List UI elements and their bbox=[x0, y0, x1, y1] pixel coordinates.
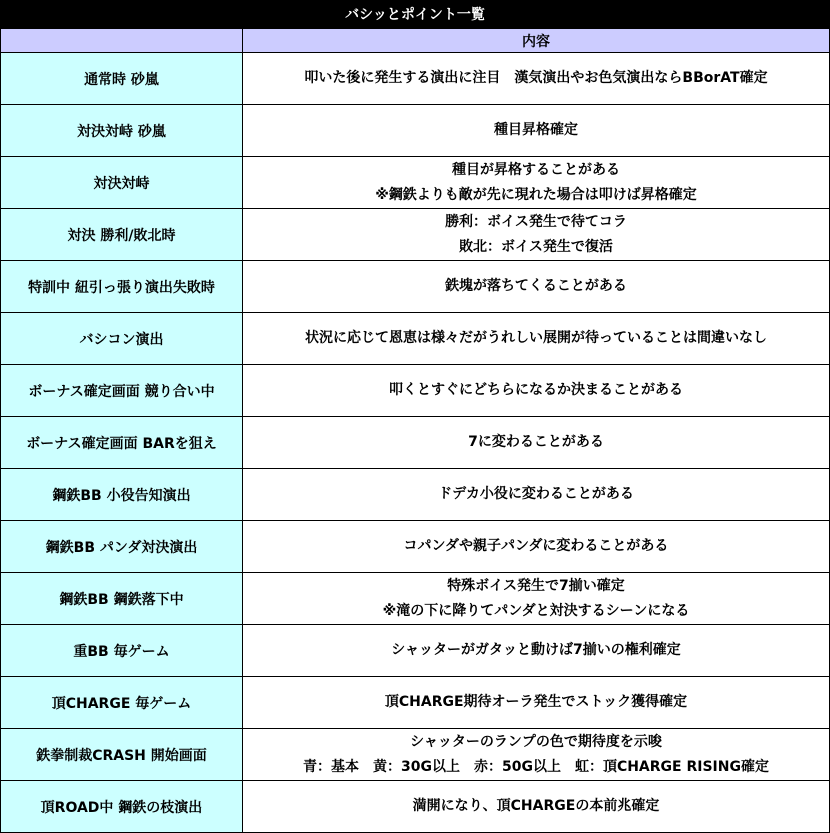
row-label: 重BB 毎ゲーム bbox=[0, 625, 243, 677]
row-label: ボーナス確定画面 BARを狙え bbox=[0, 417, 243, 469]
row-content bbox=[243, 521, 830, 573]
header-label-cell bbox=[0, 28, 243, 53]
row-label: 通常時 砂嵐 bbox=[0, 53, 243, 105]
table-row bbox=[0, 157, 830, 209]
row-content bbox=[243, 209, 830, 261]
header-row bbox=[0, 28, 830, 53]
content-line: ※滝の下に降りてパンダと対決するシーンになる bbox=[382, 602, 690, 619]
row-content bbox=[243, 157, 830, 209]
table-row bbox=[0, 417, 830, 469]
table-row bbox=[0, 573, 830, 625]
table-row bbox=[0, 781, 830, 833]
row-label: 対決対峙 砂嵐 bbox=[0, 105, 243, 157]
content-line: シャッターのランプの色で期待度を示唆 bbox=[410, 733, 662, 750]
content-line: 叩くとすぐにどちらになるか決まることがある bbox=[389, 382, 683, 398]
table-row bbox=[0, 313, 830, 365]
row-label: 頂CHARGE 毎ゲーム bbox=[0, 677, 243, 729]
header-content-cell: 内容 bbox=[243, 28, 830, 53]
row-label: 鋼鉄BB パンダ対決演出 bbox=[0, 521, 243, 573]
table-row bbox=[0, 261, 830, 313]
table-row bbox=[0, 53, 830, 105]
row-label: 対決対峙 bbox=[0, 157, 243, 209]
row-content bbox=[243, 729, 830, 781]
row-content bbox=[243, 105, 830, 157]
table-row bbox=[0, 469, 830, 521]
content-line: シャッターがガタッと動けば7揃いの権利確定 bbox=[391, 642, 681, 658]
row-label: 鋼鉄BB 小役告知演出 bbox=[0, 469, 243, 521]
row-label: ボーナス確定画面 競り合い中 bbox=[0, 365, 243, 417]
content-line: ドデカ小役に変わることがある bbox=[438, 486, 634, 502]
row-label: 頂ROAD中 鋼鉄の枝演出 bbox=[0, 781, 243, 833]
row-content bbox=[243, 261, 830, 313]
row-content bbox=[243, 677, 830, 729]
content-line: 鉄塊が落ちてくることがある bbox=[445, 278, 627, 294]
row-label: 鉄拳制裁CRASH 開始画面 bbox=[0, 729, 243, 781]
row-content bbox=[243, 313, 830, 365]
row-content bbox=[243, 417, 830, 469]
row-label: 特訓中 紐引っ張り演出失敗時 bbox=[0, 261, 243, 313]
table-title: バシッとポイント一覧 bbox=[0, 0, 830, 28]
table-row bbox=[0, 365, 830, 417]
content-line: 敗北：ボイス発生で復活 bbox=[459, 238, 613, 255]
row-content bbox=[243, 625, 830, 677]
table-body bbox=[0, 53, 830, 833]
content-line: ※鋼鉄よりも敵が先に現れた場合は叩けば昇格確定 bbox=[375, 186, 697, 203]
table-row bbox=[0, 677, 830, 729]
row-content bbox=[243, 573, 830, 625]
row-label: 鋼鉄BB 鋼鉄落下中 bbox=[0, 573, 243, 625]
table-row bbox=[0, 729, 830, 781]
content-line: 満開になり、頂CHARGEの本前兆確定 bbox=[412, 798, 660, 814]
row-content bbox=[243, 469, 830, 521]
content-line: 頂CHARGE期待オーラ発生でストック獲得確定 bbox=[384, 694, 688, 710]
row-content bbox=[243, 781, 830, 833]
table-row bbox=[0, 521, 830, 573]
content-line: 青：基本 黄：30G以上 赤：50G以上 虹：頂CHARGE RISING確定 bbox=[303, 758, 769, 775]
row-content bbox=[243, 365, 830, 417]
content-line: 状況に応じて恩恵は様々だがうれしい展開が待っていることは間違いなし bbox=[305, 330, 767, 346]
table-row bbox=[0, 105, 830, 157]
table-row bbox=[0, 209, 830, 261]
table-row bbox=[0, 625, 830, 677]
row-label: バシコン演出 bbox=[0, 313, 243, 365]
content-line: 7に変わることがある bbox=[468, 434, 604, 450]
row-content bbox=[243, 53, 830, 105]
content-line: 勝利：ボイス発生で待てコラ bbox=[445, 213, 627, 230]
content-line: 種目昇格確定 bbox=[494, 122, 578, 138]
row-label: 対決 勝利/敗北時 bbox=[0, 209, 243, 261]
content-line: コパンダや親子パンダに変わることがある bbox=[403, 538, 669, 554]
content-line: 種目が昇格することがある bbox=[452, 161, 620, 178]
content-line: 特殊ボイス発生で7揃い確定 bbox=[447, 577, 625, 594]
content-line: 叩いた後に発生する演出に注目 漢気演出やお色気演出ならBBorAT確定 bbox=[304, 70, 768, 86]
